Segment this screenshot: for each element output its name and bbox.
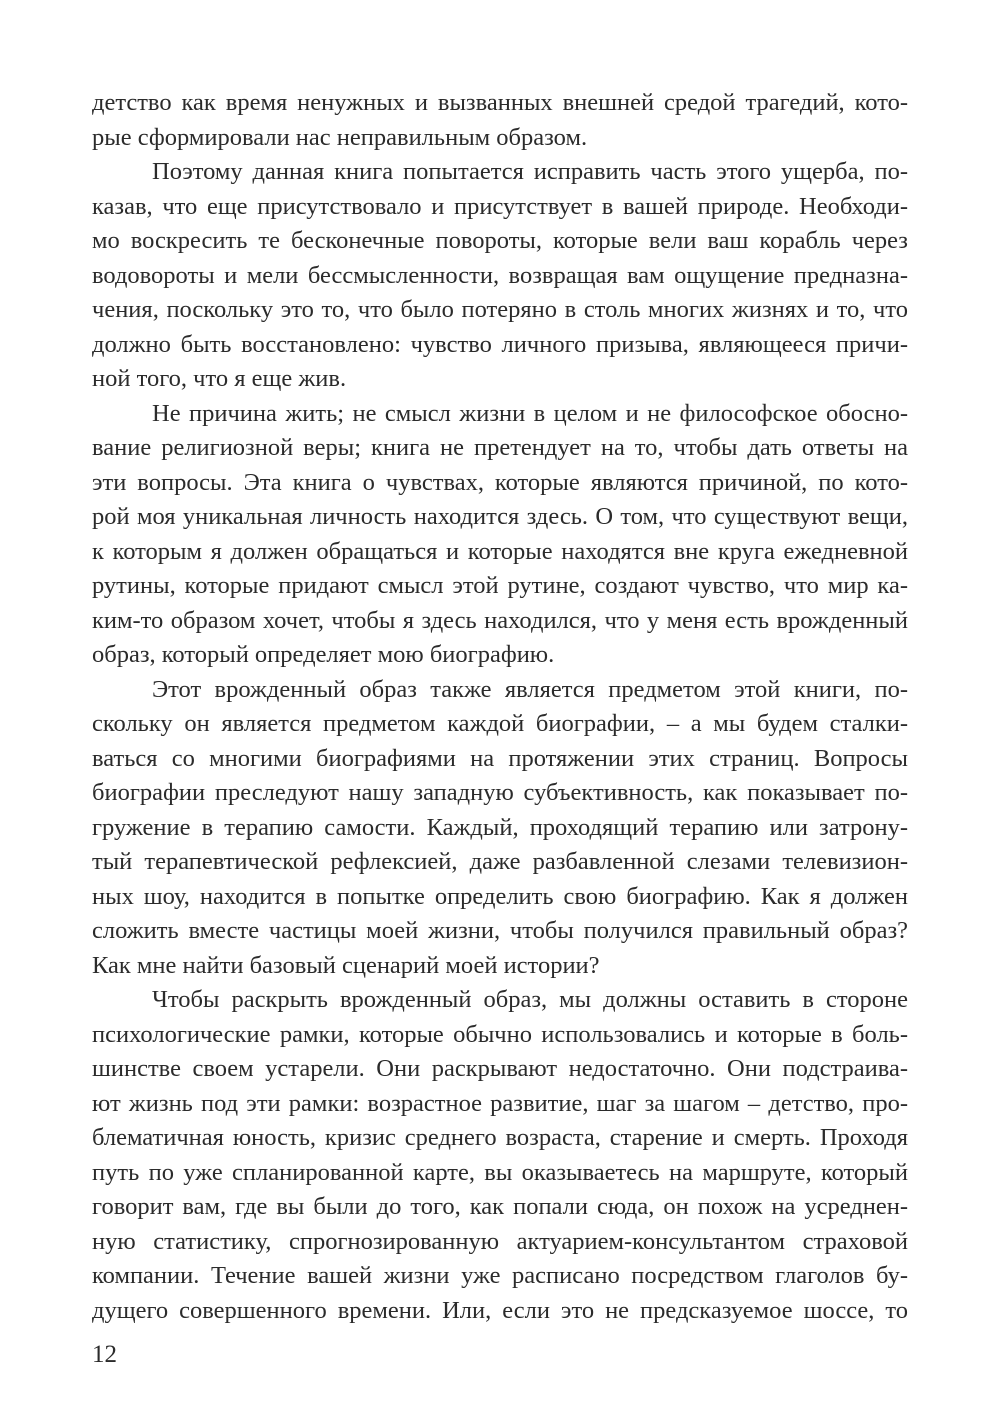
text-line: Не причина жить; не смысл жизни в целом и не философское обосно- [152, 399, 908, 427]
text-line: ким-то образом хочет, чтобы я здесь находился, что у меня есть врожденный [92, 606, 908, 634]
text-line: образ, который определяет мою биографию. [92, 641, 555, 668]
text-line: чения, поскольку это то, что было потеряно в столь многих жизнях и то, что [92, 296, 908, 323]
body-text [92, 86, 908, 1328]
text-line: ных шоу, находится в попытке определить свою биографию. Как я должен [92, 882, 908, 910]
text-line: сложить вместе частицы моей жизни, чтобы получился правильный образ? [92, 917, 908, 944]
text-line: рые сформировали нас неправильным образом. [92, 123, 588, 151]
text-line: гружение в терапию самости. Каждый, проходящий терапию или затрону- [92, 813, 908, 841]
text-line: должно быть восстановлено: чувство личного призыва, являющееся причи- [92, 330, 908, 358]
text-line: ной того, что я еще жив. [92, 365, 347, 392]
page-number: 12 [92, 1341, 117, 1368]
text-line: Чтобы раскрыть врожденный образ, мы должны оставить в стороне [152, 986, 908, 1013]
text-line: вание религиозной веры; книга не претендует на то, чтобы дать ответы на [92, 434, 908, 461]
text-line: эти вопросы. Эта книга о чувствах, которые являются причиной, по кото- [92, 468, 908, 496]
text-line: дущего совершенного времени. Или, если это не предсказуемое шоссе, то [92, 1296, 908, 1324]
text-line: говорит вам, где вы были до того, как попали сюда, он похож на усреднен- [92, 1193, 908, 1220]
text-line: психологические рамки, которые обычно использовались и которые в боль- [92, 1020, 908, 1048]
text-line: компании. Течение вашей жизни уже расписано посредством глаголов бу- [92, 1262, 908, 1289]
text-line: скольку он является предметом каждой биографии, – а мы будем сталки- [92, 710, 908, 737]
text-line: рутины, которые придают смысл этой рутине, создают чувство, что мир ка- [92, 572, 908, 599]
text-line: водовороты и мели бессмысленности, возвращая вам ощущение предназна- [92, 261, 908, 289]
text-line: блематичная юность, кризис среднего возраста, старение и смерть. Проходя [92, 1124, 908, 1151]
text-line: Этот врожденный образ также является предметом этой книги, по- [152, 675, 908, 703]
paragraph [92, 673, 908, 984]
text-line: шинстве своем устарели. Они раскрывают недостаточно. Они подстраива- [92, 1055, 908, 1082]
paragraph [92, 397, 908, 673]
text-line: рой моя уникальная личность находится здесь. О том, что существуют вещи, [92, 503, 908, 530]
text-line: мо воскресить те бесконечные повороты, которые вели ваш корабль через [92, 227, 908, 254]
paragraph [92, 86, 908, 155]
text-line: тый терапевтической рефлексией, даже разбавленной слезами телевизион- [92, 848, 908, 875]
text-line: биографии преследуют нашу западную субъективность, как показывает по- [92, 779, 908, 806]
text-line: ную статистику, спрогнозированную актуарием-консультантом страховой [92, 1227, 908, 1255]
text-line: путь по уже спланированной карте, вы оказываетесь на маршруте, который [92, 1158, 908, 1186]
paragraph [92, 983, 908, 1328]
text-line: детство как время ненужных и вызванных внешней средой трагедий, кото- [92, 89, 908, 116]
text-line: ют жизнь под эти рамки: возрастное развитие, шаг за шагом – детство, про- [92, 1089, 908, 1117]
text-line: Поэтому данная книга попытается исправить часть этого ущерба, по- [152, 158, 908, 185]
paragraph [92, 155, 908, 397]
text-line: к которым я должен обращаться и которые находятся вне круга ежедневной [92, 537, 908, 565]
text-line: ваться со многими биографиями на протяжении этих страниц. Вопросы [92, 744, 908, 772]
text-line: казав, что еще присутствовало и присутствует в вашей природе. Необходи- [92, 192, 908, 220]
text-line: Как мне найти базовый сценарий моей истории? [92, 951, 600, 979]
